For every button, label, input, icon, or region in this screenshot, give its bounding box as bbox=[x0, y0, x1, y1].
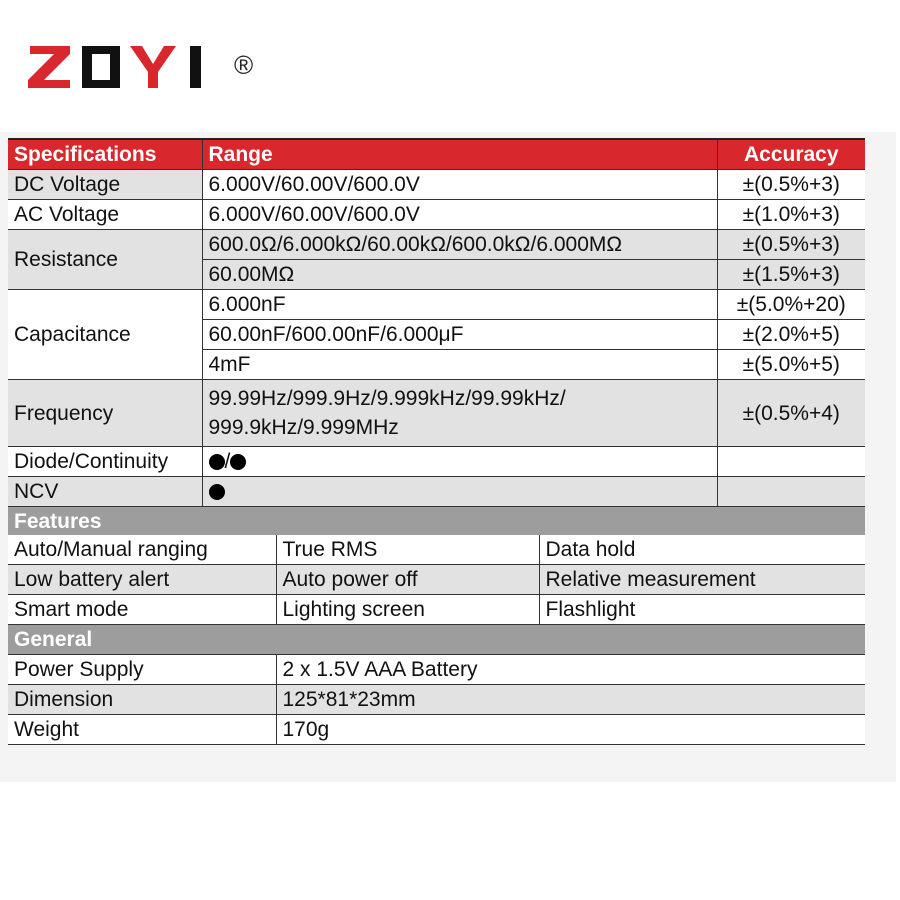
table-row bbox=[8, 290, 865, 320]
spec-name: Capacitance bbox=[8, 290, 202, 380]
registered-mark: ® bbox=[234, 50, 254, 80]
spec-range bbox=[202, 447, 717, 477]
table-header-row bbox=[8, 139, 865, 170]
supported-dot-icon bbox=[230, 454, 246, 470]
general-label: Weight bbox=[8, 715, 276, 745]
general-label: Power Supply bbox=[8, 655, 276, 685]
spec-accuracy: ±(1.0%+3) bbox=[717, 200, 865, 230]
spec-accuracy: ±(2.0%+5) bbox=[717, 320, 865, 350]
brand-logo bbox=[26, 36, 266, 92]
spec-name: Diode/Continuity bbox=[8, 447, 202, 477]
spec-accuracy: ±(5.0%+20) bbox=[717, 290, 865, 320]
table-row bbox=[8, 447, 865, 477]
supported-dot-icon bbox=[209, 454, 225, 470]
general-value: 170g bbox=[276, 715, 865, 745]
table-row bbox=[8, 715, 865, 745]
spec-name: NCV bbox=[8, 477, 202, 507]
spec-range: 6.000nF bbox=[202, 290, 717, 320]
spec-accuracy: ±(0.5%+3) bbox=[717, 170, 865, 200]
general-label: Dimension bbox=[8, 685, 276, 715]
spec-range: 60.00nF/600.00nF/6.000μF bbox=[202, 320, 717, 350]
feature-cell: Lighting screen bbox=[276, 595, 539, 625]
spec-range: 6.000V/60.00V/600.0V bbox=[202, 170, 717, 200]
frequency-range-line: 999.9kHz/9.999MHz bbox=[208, 416, 399, 439]
general-title: General bbox=[8, 625, 865, 655]
spec-name: AC Voltage bbox=[8, 200, 202, 230]
spec-range: 60.00MΩ bbox=[202, 260, 717, 290]
general-section-header bbox=[8, 625, 865, 655]
specifications-table bbox=[8, 138, 865, 537]
spec-range bbox=[202, 477, 717, 507]
feature-cell: Smart mode bbox=[8, 595, 276, 625]
table-row bbox=[8, 595, 865, 625]
table-row bbox=[8, 380, 865, 447]
table-row bbox=[8, 170, 865, 200]
feature-cell: Relative measurement bbox=[539, 565, 865, 595]
spec-name: Frequency bbox=[8, 380, 202, 447]
spec-accuracy bbox=[717, 447, 865, 477]
features-title: Features bbox=[8, 507, 865, 537]
general-value: 125*81*23mm bbox=[276, 685, 865, 715]
spec-accuracy: ±(0.5%+3) bbox=[717, 230, 865, 260]
header-range: Range bbox=[202, 139, 717, 170]
table-row bbox=[8, 685, 865, 715]
zoyi-logo-mark bbox=[26, 36, 226, 92]
feature-cell: Data hold bbox=[539, 535, 865, 565]
feature-cell: Auto/Manual ranging bbox=[8, 535, 276, 565]
spec-accuracy bbox=[717, 477, 865, 507]
spec-range: 600.0Ω/6.000kΩ/60.00kΩ/600.0kΩ/6.000MΩ bbox=[202, 230, 717, 260]
spec-range: 4mF bbox=[202, 350, 717, 380]
header-specifications: Specifications bbox=[8, 139, 202, 170]
dot-separator: / bbox=[224, 449, 231, 473]
feature-cell: Flashlight bbox=[539, 595, 865, 625]
spec-range: 6.000V/60.00V/600.0V bbox=[202, 200, 717, 230]
table-row bbox=[8, 230, 865, 260]
table-row bbox=[8, 535, 865, 565]
spec-accuracy: ±(5.0%+5) bbox=[717, 350, 865, 380]
spec-accuracy: ±(0.5%+4) bbox=[717, 380, 865, 447]
frequency-range-line: 99.99Hz/999.9Hz/9.999kHz/99.99kHz/ bbox=[208, 387, 566, 410]
table-row bbox=[8, 200, 865, 230]
features-section-header bbox=[8, 507, 865, 537]
header-accuracy: Accuracy bbox=[717, 139, 865, 170]
general-value: 2 x 1.5V AAA Battery bbox=[276, 655, 865, 685]
spec-name: DC Voltage bbox=[8, 170, 202, 200]
table-row bbox=[8, 477, 865, 507]
feature-cell: Auto power off bbox=[276, 565, 539, 595]
spec-range bbox=[202, 380, 717, 447]
feature-cell: True RMS bbox=[276, 535, 539, 565]
table-row bbox=[8, 655, 865, 685]
feature-cell: Low battery alert bbox=[8, 565, 276, 595]
spec-name: Resistance bbox=[8, 230, 202, 290]
table-row bbox=[8, 565, 865, 595]
features-table bbox=[8, 535, 865, 745]
supported-dot-icon bbox=[209, 484, 225, 500]
spec-accuracy: ±(1.5%+3) bbox=[717, 260, 865, 290]
